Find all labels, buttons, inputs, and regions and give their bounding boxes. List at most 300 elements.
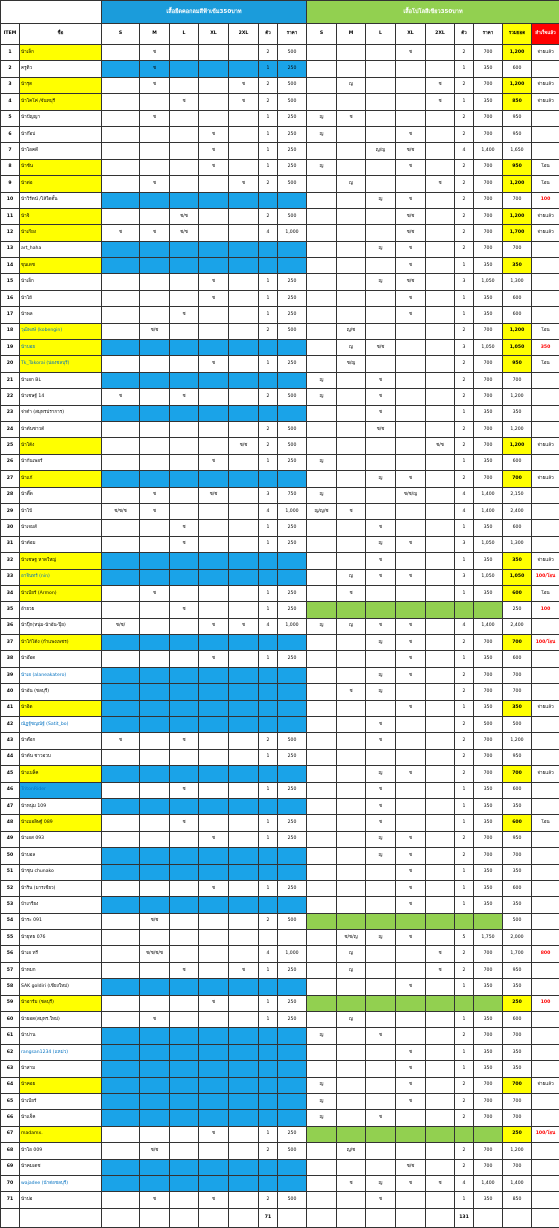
- table-cell: [337, 389, 366, 405]
- table-cell: [426, 1077, 455, 1093]
- table-cell: ช/ช: [366, 340, 396, 356]
- table-cell: [259, 1028, 278, 1044]
- table-cell: ช: [170, 602, 199, 618]
- table-cell: 700: [474, 208, 503, 224]
- total-cell: 600: [503, 815, 532, 831]
- table-cell: 1: [259, 995, 278, 1011]
- table-cell: [140, 1044, 170, 1060]
- table-cell: [259, 700, 278, 716]
- table-cell: ญ: [337, 77, 366, 93]
- table-cell: [102, 815, 140, 831]
- table-cell: [140, 94, 170, 110]
- table-cell: [337, 1077, 366, 1093]
- table-cell: [229, 913, 259, 929]
- table-cell: [229, 1110, 259, 1126]
- status-cell: [532, 930, 559, 946]
- total-cell: 700: [503, 635, 532, 651]
- table-cell: ญ: [337, 340, 366, 356]
- table-cell: [170, 290, 199, 306]
- table-cell: ช: [140, 585, 170, 601]
- table-cell: 1: [259, 831, 278, 847]
- status-cell: จ่ายแล้ว: [532, 225, 559, 241]
- table-cell: 2: [259, 1192, 278, 1208]
- table-cell: [229, 1077, 259, 1093]
- table-cell: 500: [474, 717, 503, 733]
- table-cell: [170, 798, 199, 814]
- column-header: ราคา: [474, 24, 503, 45]
- column-header: L: [170, 24, 199, 45]
- table-cell: [337, 1126, 366, 1142]
- table-cell: 1: [259, 1126, 278, 1142]
- table-cell: [259, 1110, 278, 1126]
- table-cell: ช: [396, 536, 426, 552]
- table-cell: [102, 798, 140, 814]
- item-number: 51: [1, 864, 20, 880]
- table-cell: ญ: [337, 962, 366, 978]
- table-cell: [337, 913, 366, 929]
- table-cell: [426, 880, 455, 896]
- table-row: [1, 274, 559, 290]
- table-cell: 350: [474, 454, 503, 470]
- table-cell: [474, 913, 503, 929]
- table-cell: [278, 766, 307, 782]
- table-cell: [396, 389, 426, 405]
- table-cell: [170, 274, 199, 290]
- footer-cell: [307, 1208, 337, 1227]
- table-cell: ช/ช: [396, 143, 426, 159]
- table-cell: 1: [455, 520, 474, 536]
- customer-name: น้าเอส 093: [20, 831, 102, 847]
- table-cell: [229, 61, 259, 77]
- customer-name: น้าเชษฐ์ 14: [20, 389, 102, 405]
- table-cell: 500: [278, 913, 307, 929]
- table-cell: [140, 798, 170, 814]
- table-cell: [199, 241, 229, 257]
- table-cell: [366, 946, 396, 962]
- customer-name: น้าต้อม: [20, 536, 102, 552]
- total-cell: 600: [503, 454, 532, 470]
- table-cell: 500: [278, 323, 307, 339]
- table-cell: [102, 258, 140, 274]
- table-cell: ช: [366, 798, 396, 814]
- total-cell: 1,300: [503, 536, 532, 552]
- table-cell: 1,400: [474, 1175, 503, 1191]
- table-cell: 700: [474, 372, 503, 388]
- table-cell: [307, 995, 337, 1011]
- table-cell: [426, 684, 455, 700]
- column-header: S: [102, 24, 140, 45]
- table-cell: [170, 503, 199, 519]
- total-cell: 1,200: [503, 1143, 532, 1159]
- table-cell: 4: [259, 618, 278, 634]
- table-cell: 1: [455, 258, 474, 274]
- table-cell: [102, 913, 140, 929]
- table-cell: [426, 700, 455, 716]
- table-cell: [229, 1012, 259, 1028]
- table-cell: [102, 421, 140, 437]
- table-row: [1, 995, 559, 1011]
- total-cell: 1,050: [503, 569, 532, 585]
- table-cell: [307, 831, 337, 847]
- table-cell: 3: [455, 536, 474, 552]
- table-cell: ญ: [366, 684, 396, 700]
- table-cell: [229, 1126, 259, 1142]
- table-cell: 2: [259, 323, 278, 339]
- table-cell: 2: [259, 913, 278, 929]
- customer-name: น้าแจ็ค: [20, 1110, 102, 1126]
- footer-cell: [170, 1208, 199, 1227]
- item-number: 30: [1, 520, 20, 536]
- column-header: สำเร็จแล้ว: [532, 24, 559, 45]
- table-cell: ช: [426, 77, 455, 93]
- table-cell: [259, 684, 278, 700]
- table-cell: ญ: [366, 1175, 396, 1191]
- table-cell: 700: [474, 389, 503, 405]
- table-cell: 250: [278, 962, 307, 978]
- customer-name: น้าเอ ทรี: [20, 946, 102, 962]
- table-cell: [396, 782, 426, 798]
- table-cell: 350: [474, 798, 503, 814]
- table-cell: ช: [102, 225, 140, 241]
- table-cell: [426, 831, 455, 847]
- table-cell: [307, 1044, 337, 1060]
- table-cell: [170, 372, 199, 388]
- table-cell: [229, 684, 259, 700]
- table-cell: [102, 946, 140, 962]
- table-cell: 1,400: [474, 143, 503, 159]
- table-cell: ช: [396, 1044, 426, 1060]
- table-cell: [278, 1175, 307, 1191]
- table-cell: [170, 1175, 199, 1191]
- customer-name: madamx.: [20, 1126, 102, 1142]
- column-header: ตัว: [259, 24, 278, 45]
- table-cell: [366, 1159, 396, 1175]
- table-cell: ช: [396, 1077, 426, 1093]
- table-cell: [229, 1094, 259, 1110]
- table-cell: [102, 143, 140, 159]
- item-number: 68: [1, 1143, 20, 1159]
- total-cell: 1,400: [503, 1175, 532, 1191]
- customer-name: น้าคอย: [20, 1077, 102, 1093]
- table-cell: 4: [455, 143, 474, 159]
- table-row: [1, 717, 559, 733]
- table-cell: 250: [278, 61, 307, 77]
- table-cell: [337, 241, 366, 257]
- table-cell: 250: [278, 602, 307, 618]
- table-cell: 350: [474, 782, 503, 798]
- table-cell: ช: [170, 307, 199, 323]
- customer-name: art_haha: [20, 241, 102, 257]
- table-cell: [366, 913, 396, 929]
- total-cell: 850: [503, 1192, 532, 1208]
- table-cell: [366, 979, 396, 995]
- column-header: 2XL: [426, 24, 455, 45]
- table-cell: [170, 77, 199, 93]
- table-cell: ช: [199, 143, 229, 159]
- table-cell: [426, 241, 455, 257]
- table-cell: 2: [455, 241, 474, 257]
- table-row: [1, 126, 559, 142]
- table-cell: 4: [259, 946, 278, 962]
- item-number: 34: [1, 585, 20, 601]
- table-cell: [426, 471, 455, 487]
- table-row: [1, 487, 559, 503]
- total-cell: 700: [503, 766, 532, 782]
- total-cell: 600: [503, 782, 532, 798]
- table-cell: ช: [396, 831, 426, 847]
- table-cell: 2: [455, 372, 474, 388]
- table-cell: [140, 126, 170, 142]
- table-cell: 2: [455, 667, 474, 683]
- table-cell: ญ: [366, 536, 396, 552]
- table-cell: [229, 143, 259, 159]
- table-cell: [337, 602, 366, 618]
- table-row: [1, 733, 559, 749]
- status-cell: จ่ายแล้ว: [532, 1077, 559, 1093]
- table-cell: 1: [259, 110, 278, 126]
- table-cell: ญ: [307, 372, 337, 388]
- item-number: 31: [1, 536, 20, 552]
- table-cell: ช: [426, 94, 455, 110]
- table-cell: 1: [455, 897, 474, 913]
- footer-cell: [337, 1208, 366, 1227]
- table-cell: [337, 553, 366, 569]
- table-cell: [170, 766, 199, 782]
- total-cell: 700: [503, 192, 532, 208]
- table-cell: [366, 94, 396, 110]
- table-cell: ช: [396, 45, 426, 61]
- table-cell: 2: [259, 77, 278, 93]
- total-cell: 2,150: [503, 487, 532, 503]
- table-cell: 2: [259, 94, 278, 110]
- table-cell: ช: [140, 61, 170, 77]
- table-cell: 250: [278, 126, 307, 142]
- table-cell: [366, 995, 396, 1011]
- table-cell: [307, 77, 337, 93]
- item-number: 38: [1, 651, 20, 667]
- table-cell: [199, 307, 229, 323]
- table-cell: [229, 1044, 259, 1060]
- table-cell: 350: [474, 61, 503, 77]
- table-cell: 250: [278, 454, 307, 470]
- table-cell: [307, 880, 337, 896]
- table-cell: ช: [396, 848, 426, 864]
- table-cell: [170, 454, 199, 470]
- status-cell: โอน: [532, 815, 559, 831]
- table-cell: 250: [278, 995, 307, 1011]
- table-cell: [278, 717, 307, 733]
- table-cell: [337, 717, 366, 733]
- table-cell: 250: [278, 782, 307, 798]
- table-cell: ญ: [366, 766, 396, 782]
- table-cell: [170, 667, 199, 683]
- table-cell: ช: [366, 389, 396, 405]
- table-cell: [307, 192, 337, 208]
- table-cell: [396, 585, 426, 601]
- table-cell: ช: [140, 1012, 170, 1028]
- status-cell: [532, 61, 559, 77]
- table-cell: ญ: [366, 848, 396, 864]
- table-cell: 1: [259, 290, 278, 306]
- table-row: [1, 290, 559, 306]
- table-cell: 350: [474, 880, 503, 896]
- table-cell: [426, 897, 455, 913]
- table-cell: [140, 684, 170, 700]
- total-cell: 700: [503, 1028, 532, 1044]
- customer-name: น้าต้นชาวด์: [20, 421, 102, 437]
- table-cell: 2: [455, 176, 474, 192]
- table-cell: 1,000: [278, 503, 307, 519]
- table-cell: [307, 520, 337, 536]
- customer-name: น้าคมเดช: [20, 1159, 102, 1175]
- table-cell: [140, 1077, 170, 1093]
- table-cell: [396, 77, 426, 93]
- customer-name: น้าเกียง: [20, 225, 102, 241]
- table-cell: ช: [396, 930, 426, 946]
- table-cell: [259, 635, 278, 651]
- table-cell: 700: [474, 45, 503, 61]
- table-cell: ช: [426, 1175, 455, 1191]
- item-number: 35: [1, 602, 20, 618]
- item-number: 25: [1, 438, 20, 454]
- item-number: 53: [1, 897, 20, 913]
- table-row: [1, 962, 559, 978]
- status-cell: 100/โอน: [532, 635, 559, 651]
- table-cell: [307, 405, 337, 421]
- table-cell: [102, 110, 140, 126]
- total-cell: 700: [503, 684, 532, 700]
- table-cell: [199, 438, 229, 454]
- item-number: 47: [1, 798, 20, 814]
- table-cell: [426, 274, 455, 290]
- table-cell: [278, 667, 307, 683]
- table-cell: [426, 930, 455, 946]
- table-cell: ญ: [307, 159, 337, 175]
- table-cell: [170, 864, 199, 880]
- table-cell: [140, 782, 170, 798]
- status-cell: [532, 684, 559, 700]
- customer-name: ป๋าเกรียง: [20, 897, 102, 913]
- table-cell: ช: [366, 372, 396, 388]
- table-cell: 700: [474, 241, 503, 257]
- table-cell: [337, 274, 366, 290]
- table-cell: 2: [455, 323, 474, 339]
- footer-cell: [366, 1208, 396, 1227]
- table-cell: [229, 782, 259, 798]
- table-cell: [396, 176, 426, 192]
- table-cell: ช: [366, 405, 396, 421]
- table-cell: [170, 438, 199, 454]
- table-cell: ช: [396, 635, 426, 651]
- table-cell: [278, 684, 307, 700]
- table-cell: [426, 208, 455, 224]
- table-cell: 250: [278, 143, 307, 159]
- table-cell: [140, 389, 170, 405]
- table-cell: [170, 340, 199, 356]
- total-cell: 350: [503, 798, 532, 814]
- table-cell: [229, 323, 259, 339]
- table-cell: 700: [474, 831, 503, 847]
- status-cell: [532, 1159, 559, 1175]
- table-cell: ช: [366, 553, 396, 569]
- table-cell: [102, 1159, 140, 1175]
- total-cell: 1,200: [503, 438, 532, 454]
- table-cell: 350: [474, 864, 503, 880]
- customer-name: น้าบอย: [20, 340, 102, 356]
- table-cell: [229, 454, 259, 470]
- table-cell: [426, 1094, 455, 1110]
- table-row: [1, 815, 559, 831]
- table-cell: 2: [259, 176, 278, 192]
- table-cell: [199, 798, 229, 814]
- status-cell: 350: [532, 340, 559, 356]
- item-number: 12: [1, 225, 20, 241]
- table-cell: [307, 1159, 337, 1175]
- table-cell: [170, 831, 199, 847]
- table-cell: [474, 995, 503, 1011]
- table-cell: [102, 290, 140, 306]
- customer-name: น้าก๊อป: [20, 126, 102, 142]
- table-cell: [199, 323, 229, 339]
- status-cell: [532, 487, 559, 503]
- table-cell: ช: [199, 880, 229, 896]
- table-cell: [426, 45, 455, 61]
- table-cell: [229, 1192, 259, 1208]
- item-number: 65: [1, 1094, 20, 1110]
- table-cell: [259, 241, 278, 257]
- table-cell: 2: [455, 946, 474, 962]
- table-cell: ญ: [366, 241, 396, 257]
- table-cell: [102, 307, 140, 323]
- table-cell: [307, 340, 337, 356]
- table-cell: [229, 536, 259, 552]
- table-cell: [337, 421, 366, 437]
- table-cell: [426, 159, 455, 175]
- table-cell: 500: [278, 438, 307, 454]
- status-cell: [532, 618, 559, 634]
- table-cell: [170, 553, 199, 569]
- customer-name: SAK goldiri (เชียงใหม่): [20, 979, 102, 995]
- table-cell: 250: [278, 749, 307, 765]
- table-cell: 250: [278, 1126, 307, 1142]
- table-cell: 2: [455, 1028, 474, 1044]
- table-cell: [140, 536, 170, 552]
- table-cell: 350: [474, 520, 503, 536]
- table-cell: [278, 340, 307, 356]
- table-cell: 2: [259, 1143, 278, 1159]
- table-cell: ช: [199, 356, 229, 372]
- table-cell: 1: [455, 1192, 474, 1208]
- table-cell: [337, 848, 366, 864]
- item-number: 27: [1, 471, 20, 487]
- table-cell: [199, 258, 229, 274]
- table-cell: [102, 520, 140, 536]
- table-cell: 3: [455, 340, 474, 356]
- status-cell: [532, 1061, 559, 1077]
- table-cell: [170, 61, 199, 77]
- customer-name: น้าโป้: [20, 503, 102, 519]
- table-cell: [259, 258, 278, 274]
- table-cell: 350: [474, 651, 503, 667]
- item-number: 69: [1, 1159, 20, 1175]
- item-number: 19: [1, 340, 20, 356]
- column-header: รวมยอด: [503, 24, 532, 45]
- footer-cell: [102, 1208, 140, 1227]
- table-cell: [170, 356, 199, 372]
- table-cell: [140, 405, 170, 421]
- table-cell: [102, 684, 140, 700]
- total-cell: 600: [503, 520, 532, 536]
